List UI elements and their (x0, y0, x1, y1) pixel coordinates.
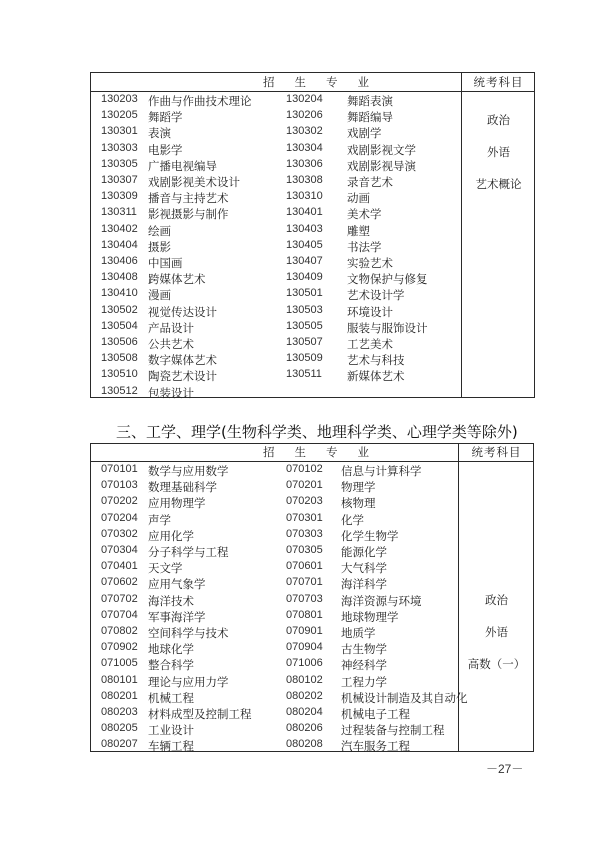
major-name: 地球化学 (148, 642, 194, 657)
major-name: 摄影 (148, 239, 171, 254)
table-row (91, 125, 451, 141)
section-title: 三、工学、理学(生物科学类、地理科学类、心理学类等除外) (116, 423, 518, 441)
major-code: 070904 (286, 641, 323, 654)
table-row (91, 271, 451, 287)
table-row (91, 142, 451, 158)
table-row (91, 738, 451, 754)
major-name: 艺术设计学 (347, 288, 405, 303)
major-name: 海洋资源与环境 (341, 593, 422, 608)
major-name: 分子科学与工程 (148, 545, 229, 559)
major-name: 包装设计 (148, 385, 194, 400)
table-row (91, 657, 451, 673)
major-code: 130410 (101, 287, 138, 300)
major-name: 汽车服务工程 (341, 739, 410, 754)
major-name: 化学 (341, 512, 364, 527)
major-code: 070303 (286, 527, 323, 540)
major-code: 130402 (101, 222, 138, 235)
major-name: 戏剧影视美术设计 (148, 175, 240, 189)
major-name: 机械电子工程 (341, 707, 410, 721)
major-code: 130303 (101, 141, 138, 154)
major-code: 070602 (101, 576, 138, 589)
major-name: 信息与计算科学 (341, 464, 422, 478)
major-code: 130409 (286, 271, 323, 284)
major-name: 数理基础科学 (148, 480, 217, 495)
table-row (91, 320, 451, 336)
major-name: 地质学 (341, 626, 376, 640)
major-name: 服装与服饰设计 (347, 320, 428, 335)
major-code: 070802 (101, 625, 138, 637)
major-name: 动画 (347, 191, 370, 206)
subject-foreign-language: 外语 (485, 625, 508, 639)
major-code: 080207 (101, 738, 138, 751)
major-code: 130506 (101, 336, 138, 348)
major-name: 海洋科学 (341, 577, 387, 592)
table-row (91, 609, 451, 625)
major-name: 中国画 (148, 256, 183, 270)
major-name: 理论与应用力学 (148, 674, 229, 689)
major-code: 130404 (101, 238, 138, 251)
major-name: 声学 (148, 512, 171, 527)
major-name: 视觉传达设计 (148, 304, 217, 319)
major-name: 核物理 (341, 496, 376, 511)
major-name: 过程装备与控制工程 (341, 723, 445, 738)
table-row (91, 336, 451, 352)
major-name: 古生物学 (341, 642, 387, 657)
major-code: 130204 (286, 93, 323, 105)
major-code: 080203 (101, 706, 138, 718)
major-name: 文物保护与修复 (347, 272, 428, 287)
major-code: 070801 (286, 608, 323, 621)
major-name: 海洋技术 (148, 593, 194, 608)
table-row (91, 512, 451, 528)
major-code: 130512 (101, 384, 138, 397)
major-code: 070102 (286, 463, 323, 475)
major-name: 戏剧学 (347, 126, 382, 141)
major-code: 130408 (101, 271, 138, 284)
table-row (91, 109, 451, 125)
major-name: 工程力学 (341, 674, 387, 689)
major-code: 130503 (286, 303, 323, 316)
table-row (91, 223, 451, 239)
major-code: 130307 (101, 174, 138, 186)
page-number: －27－ (486, 762, 524, 776)
major-name: 舞蹈学 (148, 110, 183, 125)
major-code: 071006 (286, 657, 323, 670)
major-name: 数学与应用数学 (148, 464, 229, 478)
major-code: 130510 (101, 368, 138, 381)
major-name: 地球物理学 (341, 609, 399, 624)
table-row (91, 528, 451, 544)
table-row (91, 689, 468, 706)
major-code: 070202 (101, 495, 138, 508)
table-row (91, 239, 451, 255)
major-code: 130304 (286, 141, 323, 154)
major-code: 130309 (101, 190, 138, 203)
table-row (91, 158, 451, 174)
table-row (91, 706, 451, 722)
major-code: 130311 (101, 206, 137, 219)
major-name: 能源化学 (341, 545, 387, 559)
major-code: 130505 (286, 319, 323, 332)
table-row (91, 674, 451, 690)
major-name: 表演 (148, 126, 171, 141)
major-code: 070101 (101, 463, 138, 475)
table-row (91, 463, 451, 479)
table-row (91, 560, 451, 576)
subject-politics: 政治 (487, 113, 510, 127)
major-code: 130401 (286, 206, 323, 219)
major-code: 070902 (101, 641, 138, 654)
major-name: 作曲与作曲技术理论 (148, 94, 252, 108)
major-name: 新媒体艺术 (347, 369, 405, 384)
major-code: 080101 (101, 673, 138, 686)
table-header (91, 73, 534, 92)
table-row (91, 287, 451, 303)
major-name: 车辆工程 (148, 739, 194, 754)
major-name: 跨媒体艺术 (148, 272, 206, 287)
major-code: 130305 (101, 157, 138, 170)
major-code: 070301 (286, 511, 323, 524)
table-row (91, 255, 451, 271)
major-code: 130302 (286, 125, 323, 138)
table-row (91, 625, 451, 641)
major-name: 戏剧影视文学 (347, 142, 416, 157)
major-code: 080204 (286, 706, 323, 718)
header-major-label: 招生专业 (263, 75, 389, 89)
major-code: 130306 (286, 157, 323, 170)
major-name: 机械工程 (148, 690, 194, 705)
major-code: 080102 (286, 673, 323, 686)
table-row (91, 576, 451, 592)
major-name: 绘画 (148, 223, 171, 238)
major-name: 舞蹈表演 (347, 94, 393, 108)
table-row (91, 206, 451, 222)
major-code: 130301 (101, 125, 138, 138)
major-code: 130308 (286, 174, 323, 186)
major-name: 漫画 (148, 288, 171, 303)
major-code: 070203 (286, 495, 323, 508)
major-code: 130403 (286, 222, 323, 235)
major-code: 130203 (101, 93, 138, 105)
table-header (91, 444, 533, 462)
major-code: 070103 (101, 479, 138, 492)
major-name: 环境设计 (347, 304, 393, 319)
major-name: 应用气象学 (148, 577, 206, 592)
subject-politics: 政治 (485, 593, 508, 607)
major-code: 080201 (101, 689, 138, 702)
major-name: 物理学 (341, 480, 376, 495)
major-name: 工艺美术 (347, 337, 393, 351)
major-name: 戏剧影视导演 (347, 158, 416, 173)
major-name: 影视摄影与制作 (148, 207, 229, 222)
subject-foreign-language: 外语 (487, 145, 510, 159)
major-code: 130501 (286, 287, 323, 300)
major-code: 071005 (101, 657, 138, 670)
major-code: 070701 (286, 576, 323, 589)
major-code: 130406 (101, 255, 138, 267)
major-name: 化学生物学 (341, 528, 399, 543)
table-row (91, 304, 451, 320)
major-name: 公共艺术 (148, 337, 194, 351)
art-majors-table (90, 72, 535, 398)
major-name: 美术学 (347, 207, 382, 222)
major-code: 070401 (101, 560, 138, 573)
table-row (91, 544, 451, 560)
table-row (91, 385, 451, 401)
major-code: 130310 (286, 190, 323, 203)
major-code: 070302 (101, 527, 138, 540)
major-name: 天文学 (148, 561, 183, 576)
major-code: 070901 (286, 625, 323, 637)
header-subjects-label: 统考科目 (471, 445, 522, 459)
major-code: 070304 (101, 544, 138, 556)
major-code: 070703 (286, 592, 323, 605)
major-name: 播音与主持艺术 (148, 191, 229, 206)
major-code: 070702 (101, 592, 138, 605)
subject-art-theory: 艺术概论 (475, 177, 522, 191)
major-name: 实验艺术 (347, 256, 393, 270)
major-name: 舞蹈编导 (347, 110, 393, 125)
major-name: 陶瓷艺术设计 (148, 369, 217, 384)
table-row (91, 174, 451, 190)
major-code: 080208 (286, 738, 323, 751)
table-row (91, 495, 451, 511)
major-name: 广播电视编导 (148, 158, 217, 173)
major-code: 130507 (286, 336, 323, 348)
header-major-label: 招生专业 (263, 445, 389, 459)
major-name: 空间科学与技术 (148, 626, 229, 640)
major-name: 神经科学 (341, 658, 387, 673)
major-name: 艺术与科技 (347, 353, 405, 368)
major-name: 工业设计 (148, 723, 194, 738)
major-name: 大气科学 (341, 561, 387, 576)
table-row (91, 593, 451, 609)
major-code: 070704 (101, 608, 138, 621)
major-code: 130205 (101, 109, 138, 122)
major-code: 130405 (286, 238, 323, 251)
major-code: 070601 (286, 560, 323, 573)
major-code: 130407 (286, 255, 323, 267)
major-name: 书法学 (347, 239, 382, 254)
major-name: 录音艺术 (347, 175, 393, 189)
major-name: 雕塑 (347, 223, 370, 238)
major-name: 应用化学 (148, 528, 194, 543)
major-code: 130508 (101, 352, 138, 365)
major-code: 070204 (101, 511, 138, 524)
major-name: 整合科学 (148, 658, 194, 673)
major-code: 080206 (286, 722, 323, 735)
table-row (91, 190, 451, 206)
major-name: 电影学 (148, 142, 183, 157)
major-name: 机械设计制造及其自动化 (341, 690, 468, 705)
table-row (91, 722, 451, 738)
subject-advanced-math: 高数（一） (467, 657, 526, 671)
engineering-science-majors-table (90, 443, 534, 752)
header-subjects-label: 统考科目 (473, 75, 524, 89)
major-code: 070201 (286, 479, 323, 492)
major-name: 材料成型及控制工程 (148, 707, 252, 721)
major-name: 军事海洋学 (148, 609, 206, 624)
major-name: 应用物理学 (148, 496, 206, 511)
major-code: 130504 (101, 319, 138, 332)
table-row (91, 641, 451, 657)
table-row (91, 93, 451, 109)
major-code: 130502 (101, 303, 138, 316)
major-code: 080205 (101, 722, 138, 735)
major-code: 080202 (286, 689, 323, 702)
major-code: 070305 (286, 544, 323, 556)
major-name: 产品设计 (148, 320, 194, 335)
table-row (91, 352, 451, 368)
major-name: 数字媒体艺术 (148, 353, 217, 368)
major-code: 130509 (286, 352, 323, 365)
table-row (91, 368, 451, 384)
major-code: 130206 (286, 109, 323, 122)
table-row (91, 479, 451, 495)
major-code: 130511 (286, 368, 322, 381)
